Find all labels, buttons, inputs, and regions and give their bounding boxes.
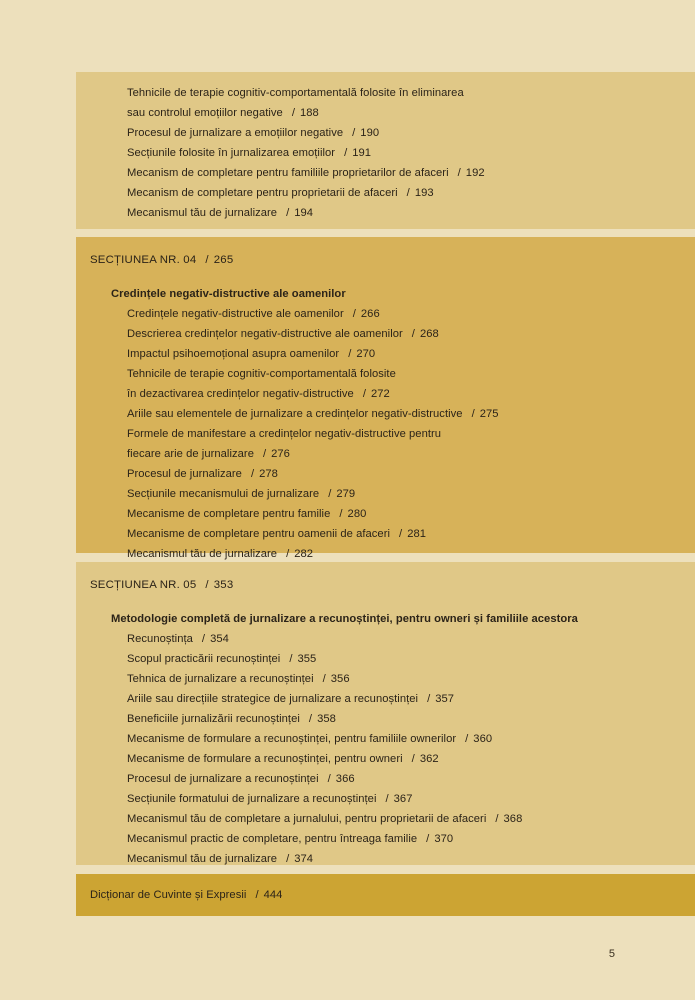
toc-section-title bbox=[76, 284, 695, 304]
toc-appendix-entry bbox=[76, 874, 695, 905]
toc-entry-label: Mecanismul tău de jurnalizare bbox=[127, 853, 278, 865]
toc-page-ref: 281 bbox=[407, 528, 427, 540]
toc-separator: / bbox=[406, 187, 410, 199]
toc-page-ref: 370 bbox=[434, 833, 454, 845]
toc-entry bbox=[76, 384, 695, 404]
toc-separator: / bbox=[495, 813, 499, 825]
toc-entry bbox=[76, 123, 695, 143]
toc-entry bbox=[76, 344, 695, 364]
toc-page-ref: 362 bbox=[419, 753, 439, 765]
toc-entry bbox=[76, 629, 695, 649]
toc-section-heading bbox=[76, 237, 695, 270]
toc-entry bbox=[76, 729, 695, 749]
toc-block-section-04 bbox=[76, 237, 695, 560]
toc-entry-list bbox=[76, 874, 695, 905]
toc-entry bbox=[76, 829, 695, 849]
toc-entry bbox=[76, 524, 695, 544]
toc-separator: / bbox=[471, 408, 475, 420]
toc-separator: / bbox=[426, 833, 430, 845]
toc-entry-label: Tehnicile de terapie cognitiv-comportamentală folosite bbox=[127, 368, 396, 380]
toc-entry-label: Ariile sau elementele de jurnalizare a credințelor negativ-distructive bbox=[127, 408, 463, 420]
toc-page-ref: 368 bbox=[503, 813, 523, 825]
toc-separator: / bbox=[205, 254, 209, 266]
toc-page-ref: 266 bbox=[360, 308, 380, 320]
toc-separator: / bbox=[328, 488, 332, 500]
toc-entry-label: Mecanisme de formulare a recunoștinței, pentru owneri bbox=[127, 753, 403, 765]
toc-entry bbox=[76, 849, 695, 869]
toc-entry-label: SECȚIUNEA NR. 05 bbox=[90, 579, 197, 591]
toc-entry-label: Secțiunile mecanismului de jurnalizare bbox=[127, 488, 320, 500]
toc-page-ref: 353 bbox=[213, 579, 234, 591]
toc-page-ref: 192 bbox=[465, 167, 485, 179]
toc-page-ref: 282 bbox=[294, 548, 314, 560]
toc-page-ref: 272 bbox=[371, 388, 390, 400]
toc-separator: / bbox=[344, 147, 348, 159]
toc-section-heading bbox=[76, 562, 695, 595]
toc-separator: / bbox=[262, 448, 267, 460]
toc-block-dictionary bbox=[76, 874, 695, 916]
toc-page-ref: 360 bbox=[473, 733, 493, 745]
toc-page-ref: 358 bbox=[317, 713, 336, 725]
toc-page-ref: 354 bbox=[210, 633, 229, 645]
toc-entry bbox=[76, 304, 695, 324]
toc-entry bbox=[76, 484, 695, 504]
page-number: 5 bbox=[608, 948, 615, 960]
toc-entry bbox=[76, 163, 695, 183]
toc-entry-label: Tehnica de jurnalizare a recunoștinței bbox=[127, 673, 314, 685]
toc-entry-label: Dicționar de Cuvinte și Expresii bbox=[90, 889, 247, 901]
toc-entry-label: SECȚIUNEA NR. 04 bbox=[90, 254, 197, 266]
toc-entry-label: Mecanismul tău de jurnalizare bbox=[127, 548, 278, 560]
toc-entry-label: sau controlul emoțiilor negative bbox=[127, 107, 283, 119]
toc-page-ref: 268 bbox=[419, 328, 439, 340]
toc-separator: / bbox=[427, 693, 431, 705]
toc-separator: / bbox=[308, 713, 313, 725]
toc-entry bbox=[76, 464, 695, 484]
toc-entry bbox=[76, 689, 695, 709]
toc-entry-label: Scopul practicării recunoștinței bbox=[127, 653, 281, 665]
toc-entry-label: Ariile sau direcțiile strategice de jurnalizare a recunoștinței bbox=[127, 693, 419, 705]
toc-separator: / bbox=[385, 793, 389, 805]
toc-entry bbox=[76, 203, 695, 223]
toc-section-title bbox=[76, 609, 695, 629]
toc-block-section-05 bbox=[76, 562, 695, 865]
toc-entry-label: Credințele negativ-distructive ale oamenilor bbox=[111, 288, 346, 300]
toc-page-ref: 278 bbox=[259, 468, 278, 480]
toc-separator: / bbox=[352, 308, 356, 320]
toc-entry bbox=[76, 424, 695, 444]
toc-entry bbox=[76, 504, 695, 524]
toc-entry-label: Procesul de jurnalizare a emoțiilor negative bbox=[127, 127, 344, 139]
toc-separator: / bbox=[327, 773, 331, 785]
toc-page-ref: 355 bbox=[297, 653, 317, 665]
toc-separator: / bbox=[286, 548, 290, 560]
toc-entry bbox=[76, 669, 695, 689]
toc-entry-label: Impactul psihoemoțional asupra oamenilor bbox=[127, 348, 340, 360]
toc-separator: / bbox=[352, 127, 356, 139]
toc-entry bbox=[76, 544, 695, 564]
toc-page-ref: 357 bbox=[435, 693, 455, 705]
toc-entry bbox=[76, 404, 695, 424]
toc-page-ref: 444 bbox=[263, 889, 283, 901]
toc-separator: / bbox=[289, 653, 293, 665]
toc-entry-list bbox=[76, 562, 695, 869]
toc-page-ref: 194 bbox=[294, 207, 314, 219]
toc-page-ref: 191 bbox=[352, 147, 372, 159]
toc-entry bbox=[76, 324, 695, 344]
toc-separator: / bbox=[465, 733, 469, 745]
toc-separator: / bbox=[250, 468, 255, 480]
toc-separator: / bbox=[339, 508, 343, 520]
toc-separator: / bbox=[205, 579, 209, 591]
toc-entry-list bbox=[76, 237, 695, 564]
toc-page-ref: 275 bbox=[479, 408, 499, 420]
toc-entry-label: Formele de manifestare a credințelor negativ-distructive pentru bbox=[127, 428, 442, 440]
toc-entry-label: Mecanisme de completare pentru oamenii de afaceri bbox=[127, 528, 391, 540]
toc-entry-label: Mecanismul tău de completare a jurnalului, pentru proprietarii de afaceri bbox=[127, 813, 487, 825]
toc-page-ref: 193 bbox=[414, 187, 434, 199]
toc-page-ref: 265 bbox=[213, 254, 234, 266]
toc-entry-list bbox=[76, 72, 695, 223]
toc-entry-label: Procesul de jurnalizare bbox=[127, 468, 242, 480]
toc-separator: / bbox=[286, 853, 290, 865]
toc-entry bbox=[76, 183, 695, 203]
toc-separator: / bbox=[322, 673, 326, 685]
toc-entry bbox=[76, 749, 695, 769]
toc-entry-label: în dezactivarea credințelor negativ-distructive bbox=[127, 388, 354, 400]
toc-entry-label: Secțiunile folosite în jurnalizarea emoțiilor bbox=[127, 147, 336, 159]
toc-separator: / bbox=[411, 753, 415, 765]
toc-separator: / bbox=[291, 107, 295, 119]
toc-block-continuation bbox=[76, 72, 695, 229]
toc-entry bbox=[76, 444, 695, 464]
toc-entry-label: Metodologie completă de jurnalizare a recunoștinței, pentru owneri și familiile acestora bbox=[111, 613, 578, 625]
toc-entry-label: Secțiunile formatului de jurnalizare a recunoștinței bbox=[127, 793, 377, 805]
toc-entry-label: Mecanismul tău de jurnalizare bbox=[127, 207, 278, 219]
toc-separator: / bbox=[348, 348, 352, 360]
toc-entry bbox=[76, 769, 695, 789]
toc-separator: / bbox=[201, 633, 206, 645]
toc-entry-label: fiecare arie de jurnalizare bbox=[127, 448, 254, 460]
toc-entry-label: Procesul de jurnalizare a recunoștinței bbox=[127, 773, 319, 785]
toc-page-ref: 356 bbox=[330, 673, 350, 685]
toc-entry-label: Mecanisme de completare pentru familie bbox=[127, 508, 331, 520]
toc-page-ref: 276 bbox=[271, 448, 290, 460]
toc-entry-label: Credințele negativ-distructive ale oamenilor bbox=[127, 308, 344, 320]
toc-entry-label: Beneficiile jurnalizării recunoștinței bbox=[127, 713, 300, 725]
toc-page-ref: 188 bbox=[300, 107, 319, 119]
toc-page-ref: 270 bbox=[356, 348, 376, 360]
toc-entry bbox=[76, 72, 695, 103]
toc-separator: / bbox=[399, 528, 403, 540]
toc-entry bbox=[76, 364, 695, 384]
toc-separator: / bbox=[457, 167, 461, 179]
toc-entry bbox=[76, 789, 695, 809]
toc-separator: / bbox=[255, 889, 259, 901]
toc-entry bbox=[76, 649, 695, 669]
toc-page-ref: 280 bbox=[347, 508, 367, 520]
toc-separator: / bbox=[411, 328, 415, 340]
toc-page-ref: 279 bbox=[336, 488, 356, 500]
toc-entry bbox=[76, 103, 695, 123]
toc-entry-label: Mecanismul practic de completare, pentru întreaga familie bbox=[127, 833, 418, 845]
spacer bbox=[76, 270, 695, 284]
toc-entry bbox=[76, 809, 695, 829]
toc-entry bbox=[76, 143, 695, 163]
toc-entry-label: Tehnicile de terapie cognitiv-comportamentală folosite în eliminarea bbox=[127, 87, 464, 99]
toc-entry-label: Mecanisme de formulare a recunoștinței, pentru familiile ownerilor bbox=[127, 733, 457, 745]
toc-separator: / bbox=[286, 207, 290, 219]
spacer bbox=[76, 595, 695, 609]
toc-page-ref: 366 bbox=[335, 773, 355, 785]
toc-page-ref: 367 bbox=[393, 793, 413, 805]
toc-separator: / bbox=[362, 388, 367, 400]
toc-entry bbox=[76, 709, 695, 729]
toc-entry-label: Descrierea credințelor negativ-distructive ale oamenilor bbox=[127, 328, 403, 340]
toc-page-ref: 374 bbox=[294, 853, 314, 865]
toc-entry-label: Mecanism de completare pentru proprietarii de afaceri bbox=[127, 187, 398, 199]
toc-entry-label: Mecanism de completare pentru familiile proprietarilor de afaceri bbox=[127, 167, 449, 179]
toc-page-ref: 190 bbox=[360, 127, 380, 139]
toc-entry-label: Recunoștința bbox=[127, 633, 193, 645]
